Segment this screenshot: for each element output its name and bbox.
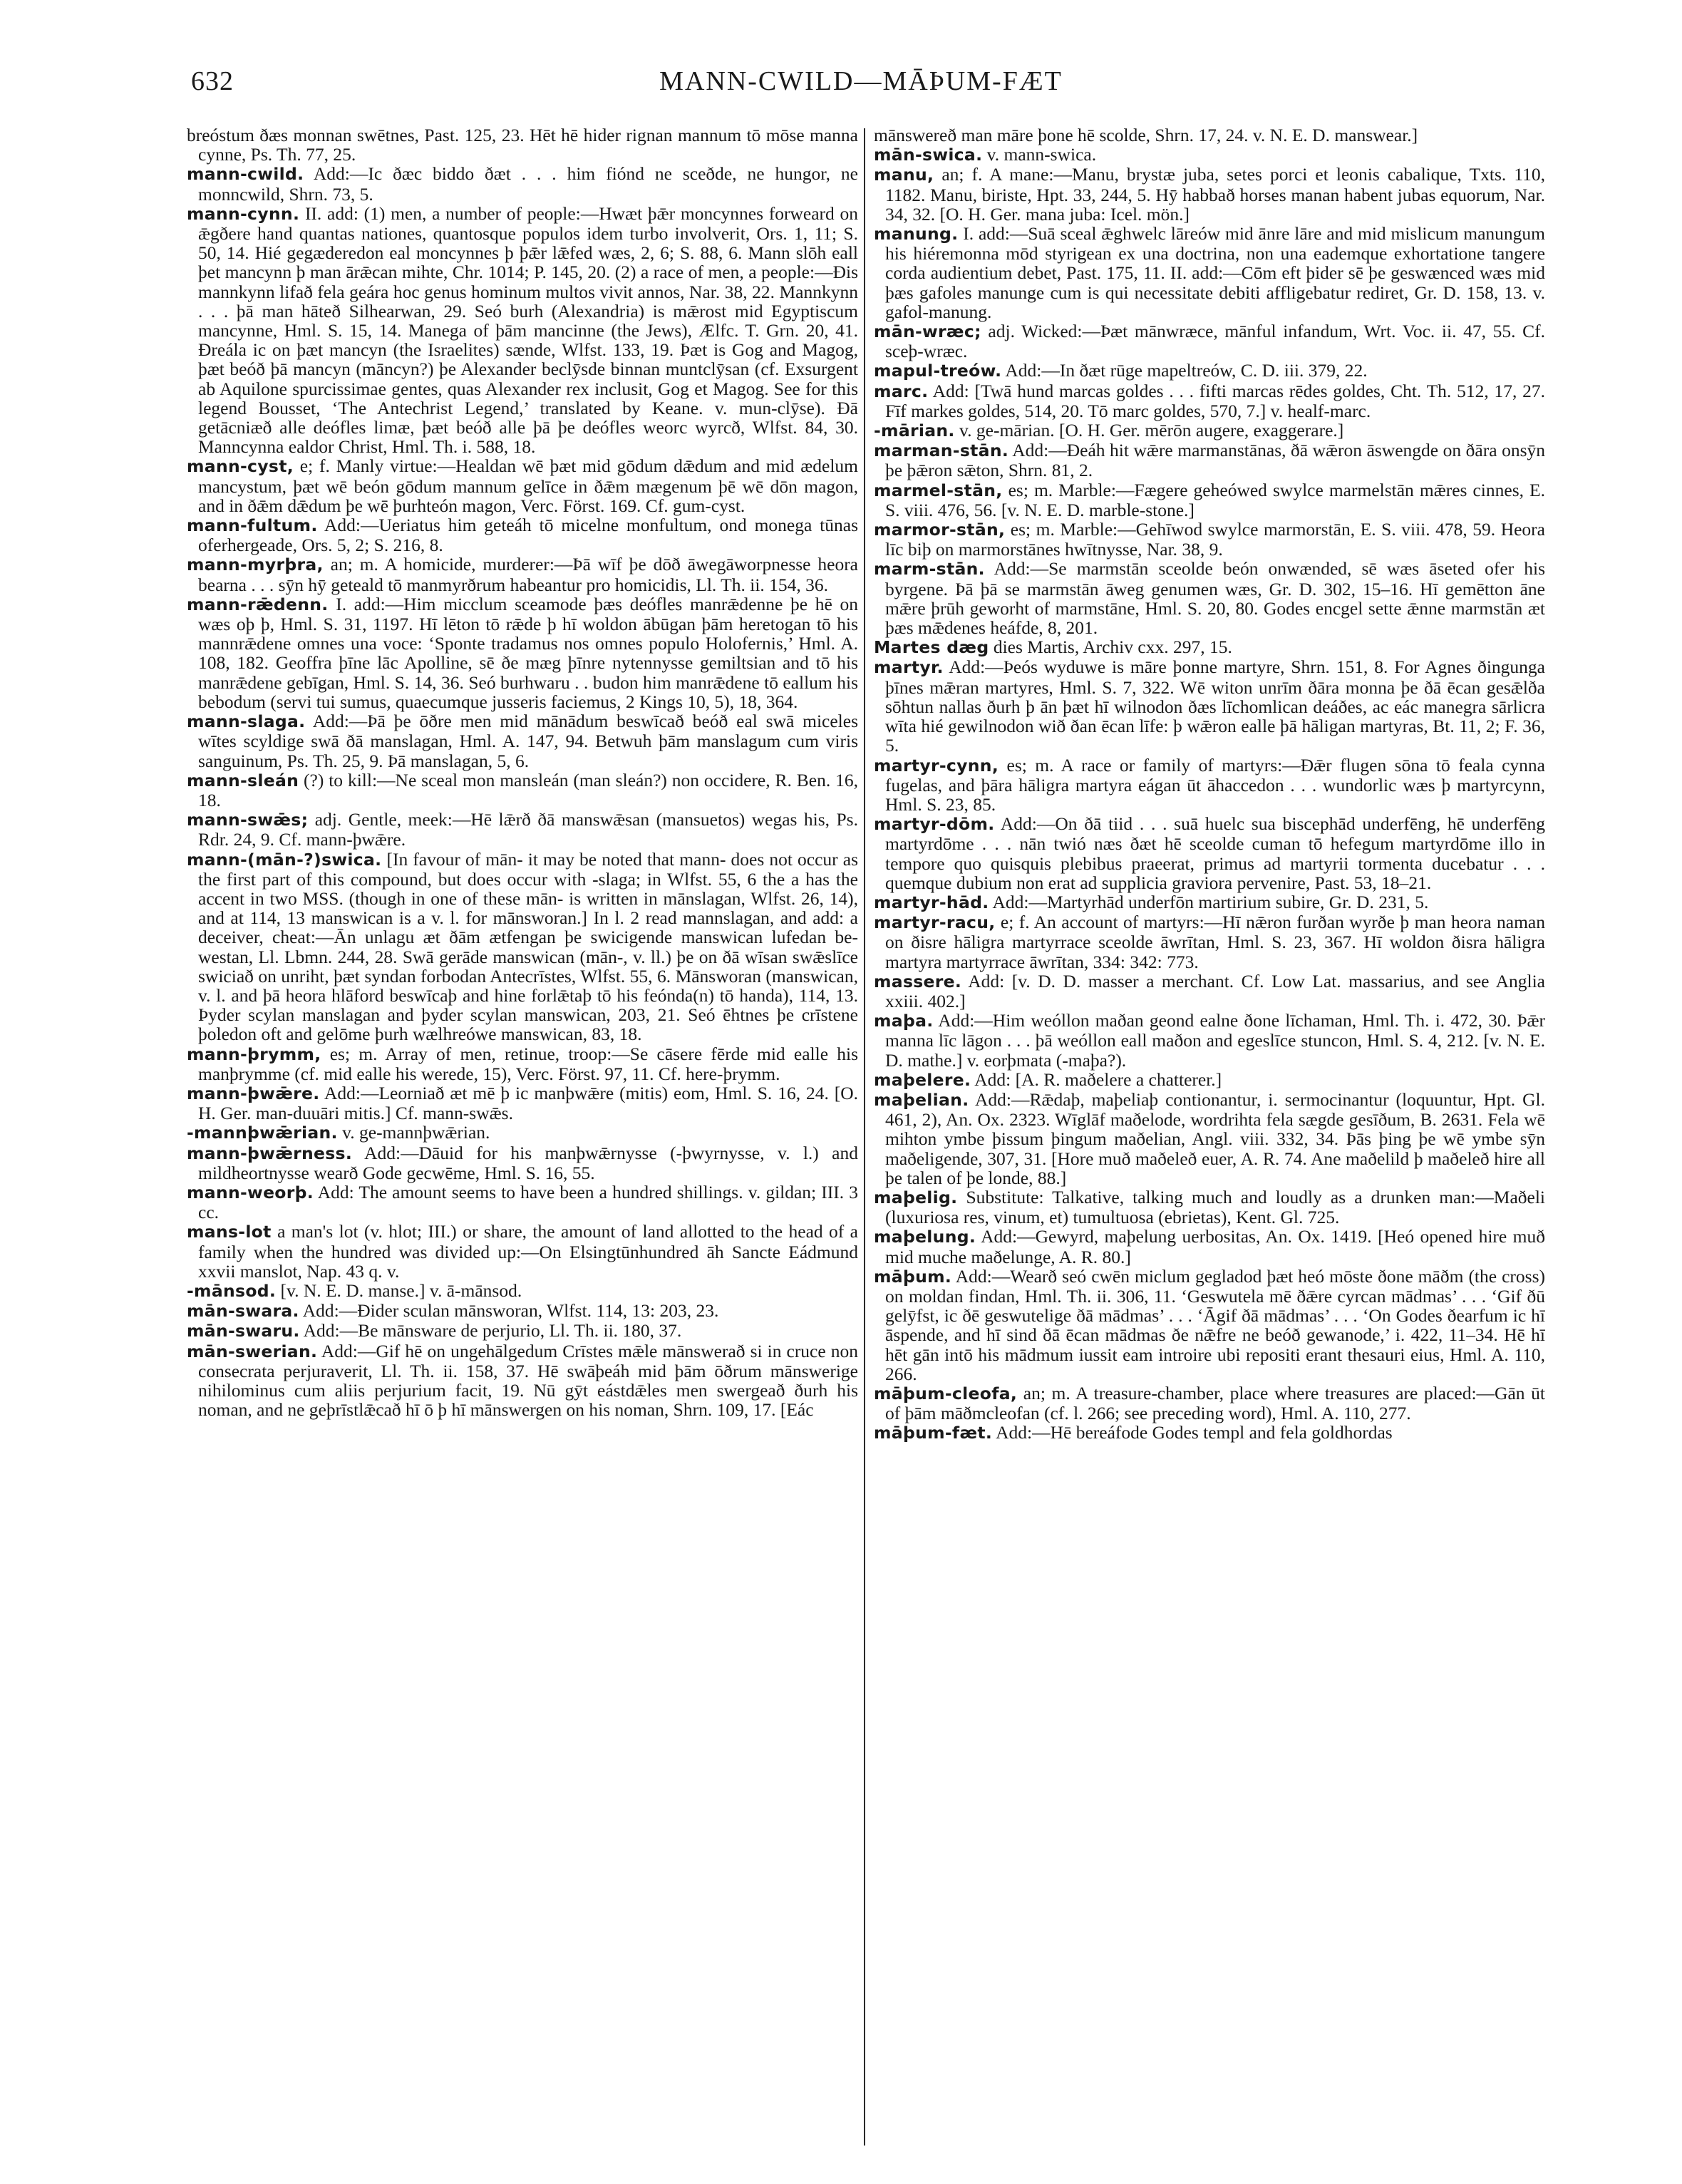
dictionary-entry	[874, 756, 1545, 815]
dictionary-entry	[187, 555, 858, 594]
dictionary-entry	[187, 1083, 858, 1123]
entry-headword: manung.	[874, 224, 959, 244]
dictionary-entry	[187, 1044, 858, 1083]
dictionary-entry	[187, 711, 858, 771]
dictionary-entry	[874, 165, 1545, 224]
dictionary-entry	[874, 1384, 1545, 1423]
left-column	[187, 125, 858, 2150]
entry-text: an; m. A treasure-chamber, place where treasures are placed:—Gān ūt of þām māðmcleofan (cf. l. 266; see preceding word), Hml. A. 110, 277.	[885, 1383, 1545, 1424]
entry-headword: martyr.	[874, 657, 944, 678]
entry-text: es; m. Marble:—Gehīwod swylce marmorstān, E. S. viii. 478, 59. Heora līc biþ on marmorstānes hwītnysse, Nar. 38, 9.	[885, 519, 1545, 560]
dictionary-entry	[874, 892, 1545, 912]
dictionary-entry	[874, 972, 1545, 1011]
running-head: MANN-CWILD—MĀÞUM-FÆT	[659, 66, 1063, 96]
entry-headword: marman-stān.	[874, 441, 1009, 461]
dictionary-entry	[187, 1222, 858, 1281]
entry-text: Add:—Ðeáh hit wǣre marmanstānas, ðā wǣron āswengde on ðāra onsȳn þe þǣron sǣton, Shrn. 81, 2.	[885, 440, 1545, 481]
entry-text: v. ge-mannþwǣrian.	[342, 1122, 490, 1143]
dictionary-entry	[874, 520, 1545, 559]
dictionary-entry	[187, 1321, 858, 1341]
entry-headword: mann-myrþra,	[187, 555, 324, 575]
entry-text: dies Martis, Archiv cxx. 297, 15.	[993, 637, 1232, 658]
entry-headword: mān-swerian.	[187, 1341, 318, 1361]
entry-text: I. add:—Him micclum sceamode þæs deófles manrǣdenne þe hē on wæs oþ þ, Hml. S. 31, 1197. Hī lēton tō rǣde þ hī woldon ābūgan þām heretogan tō his mannrǣdene omnes una voce: ‘Sponte tradamus nos omnes populo Holofernis,’ Hml. A. 108, 182. Geoffra þīne lāc Apolline, sē ðe mæg þīnre nytennysse gemiltsian and tō his manrǣdene gebīgan, Hml. S. 14, 36. Seó burhwaru . . budon him manrǣdene tō eallum his bebodum (servi tui sumus, quaecumque jusseris faciemus, 2 Kings 10, 5), 18, 364.	[198, 593, 858, 712]
dictionary-entry	[187, 164, 858, 203]
entry-text: v. mann-swica.	[986, 144, 1097, 165]
entry-headword: māþum-fæt.	[874, 1423, 993, 1443]
entry-headword: māþum-cleofa,	[874, 1384, 1018, 1403]
entry-text: Add:—Be mānsware de perjurio, Ll. Th. ii. 180, 37.	[303, 1320, 682, 1341]
entry-text: Add:—Þā þe ōðre men mid mānādum beswīcað beóð eal swā miceles wītes scyldige swā ðā manslagan, Hml. A. 147, 94. Betwuh þām manslagum cum viris sanguinum, Ps. Th. 25, 9. Þā manslagan, 5, 6.	[198, 711, 858, 771]
dictionary-entry	[874, 224, 1545, 321]
dictionary-entry	[874, 321, 1545, 361]
entry-text: I. add:—Suā sceal ǣghwelc lāreów mid ānre lāre and mid mislicum manungum his hiéremonna mōd styrigean ex una doctrina, non una eademque exhortatione tangere corda audientium debet, Past. 175, 11. II. add:—Cōm eft þider sē þe geswænced wæs mid þæs gafoles manunge cum is qui necessitate debiti affligebatur rediret, Gr. D. 158, 13. v. gafol-manung.	[885, 223, 1545, 322]
entry-text: Add:—Dāuid for his manþwǣrnysse (-þwyrnysse, v. l.) and mildheortnysse wearð Gode gecwēme, Hml. S. 16, 55.	[198, 1142, 858, 1183]
entry-text: an; m. A homicide, murderer:—Þā wīf þe dōð āwegāworpnesse heora bearna . . . sȳn hȳ geteald tō manmyrðrum habeantur pro homicidis, Ll. Th. ii. 154, 36.	[198, 554, 858, 595]
entry-text: Add:—Martyrhād underfōn martirium subire, Gr. D. 231, 5.	[992, 891, 1429, 912]
entry-headword: mans-lot	[187, 1222, 272, 1242]
dictionary-entry	[874, 1011, 1545, 1070]
dictionary-entry	[187, 515, 858, 555]
entry-headword: Martes dæg	[874, 637, 989, 658]
dictionary-entry	[187, 594, 858, 711]
entry-headword: mann-fultum.	[187, 515, 318, 536]
entry-headword: mān-swara.	[187, 1301, 299, 1322]
dictionary-entry	[874, 1188, 1545, 1227]
entry-headword: maþelian.	[874, 1089, 969, 1110]
entry-text: es; m. Marble:—Fægere geheówed swylce marmelstān mǣres cinnes, E. S. viii. 476, 56. [v. N. E. D. marble-stone.]	[885, 479, 1545, 520]
entry-text: II. add: (1) men, a number of people:—Hwæt þǣr moncynnes forweard on ǣgðere hand quantas nationes, quantosque populos idem turbo involverit, Ors. 1, 11; S. 50, 14. Hié gegæderedon eal moncynnes þ þǣr lǣfed wæs, 2, 6; S. 88, 6. Mann slōh eall þet mancynn þ man ārǣcan mihte, Chr. 1014; P. 145, 20. (2) a race of men, a people:—Ðis mannkynn lifað fela geára hoc genus hominum multos vivit annos, Nar. 38, 22. Mannkynn . . . þā man hāteð Silhearwan, 29. Seó burh (Alexandria) is mǣrost mid Egyptiscum mancynne, Hml. S. 15, 14. Manega of þām mancinne (the Jews), Ælfc. T. Grn. 20, 41. Ðreála ic on þæt mancyn (the Israelites) sænde, Wlfst. 133, 19. Þæt is Gog and Magog, þæt beóð þā mancyn (māncyn?) þe Alexander beclȳsde binnan muntclȳsan (cf. Exsurgent ab Aquilone spurcissimae gentes, quas Alexander rex inclusit, Gog et Magog. See for this legend Bousset, ‘The Antechrist Legend,’ translated by Keane. v. mun-clȳse). Ðā getācniæð alle deófles limæ, þæt beóð alle þā þe deófles weorc wyrcð, Wlfst. 84, 30. Manncynna ealdor Christ, Hml. Th. i. 588, 18.	[198, 202, 858, 458]
entry-text: Add:—Ðider sculan mānsworan, Wlfst. 114, 13: 203, 23.	[302, 1300, 719, 1322]
entry-text: an; f. A mane:—Manu, brystæ juba, setes porci et leonis cabalique, Txts. 110, 1182. Manu, biriste, Hpt. 33, 244, 5. Hȳ habbað horses manan habent jubas equorum, Nar. 34, 32. [O. H. Ger. mana juba: Icel. mön.]	[885, 164, 1545, 225]
entry-text: Add:—Se marmstān sceolde beón onwænded, sē wæs āseted ofer his byrgene. Þā þā se marmstān āweg genumen wæs, Gr. D. 302, 15–16. Hī gemētton āne mǣre þrūh geworht of marmstāne, Hml. S. 20, 80. Godes encgel sette ǣnne marmstān æt þæs mǣdenes heáfde, 8, 201.	[885, 558, 1545, 639]
column-divider	[864, 128, 865, 2146]
entry-text: e; f. An account of martyrs:—Hī nǣron furðan wyrðe þ man heora naman on ðisre hāligra martyrrace sceolde āwrītan, Hml. S. 23, 367. Hī woldon ðisra hāligra martyra martyrrace āwrītan, 334: 342: 773.	[885, 912, 1545, 972]
entry-text: mānswereð man māre þone hē scolde, Shrn. 17, 24. v. N. E. D. manswear.]	[874, 125, 1418, 145]
dictionary-entry	[874, 814, 1545, 892]
dictionary-entry	[874, 441, 1545, 480]
dictionary-entry	[187, 771, 858, 810]
dictionary-entry	[874, 657, 1545, 755]
entry-headword: maþa.	[874, 1011, 934, 1031]
entry-text: adj. Gentle, meek:—Hē lǣrð ðā manswǣsan (mansuetos) wegas his, Ps. Rdr. 24, 9. Cf. mann-þwǣre.	[198, 809, 858, 850]
entry-headword: mān-swaru.	[187, 1321, 300, 1341]
entry-headword: marmel-stān,	[874, 480, 1003, 500]
entry-text: Add:—Rǣdaþ, maþeliaþ contionantur, i. sermocinantur (loquuntur, Hpt. Gl. 461, 2), An. Ox. 2323. Wīglāf maðelode, wordrihta fela sægde gesīðum, B. 2631. Fela wē mihton ymbe þissum þingum maðelian, Angl. viii. 332, 34. Þās þing þe wē ymbe sȳn maðeligende, 307, 31. [Hore muð maðeleð euer, A. R. 74. Ane maðelild þ maðeleð hire all þe talen of þe londe, 88.]	[885, 1088, 1545, 1188]
entry-headword: manu,	[874, 165, 934, 185]
entry-text: Add: [A. R. maðelere a chatterer.]	[974, 1068, 1222, 1090]
dictionary-entry	[187, 1341, 858, 1420]
dictionary-entry	[187, 125, 858, 164]
entry-text: Add:—Gif hē on ungehālgedum Crīstes mǣle mānswerað si in cruce non consecrata perjuraverit, Ll. Th. ii. 158, 37. Hē swāþeáh mid þām ōðrum mānswerige nihilominus cum aliis perjurium facit, 19. Nū gȳt eástdǣles men swergeað ðurh his noman, and ne geþrīstlǣcað hī ō þ hī mānswergen on his noman, Shrn. 109, 17. [Eác	[198, 1340, 858, 1421]
entry-headword: mann-cyst,	[187, 456, 294, 477]
entry-text: Add: The amount seems to have been a hundred shillings. v. gildan; III. 3 cc.	[198, 1181, 858, 1223]
entry-text: [In favour of mān- it may be noted that mann- does not occur as the first part of this compound, but does occur with -slaga; in Wlfst. 55, 6 the a has the accent in two MSS. (though in one of these mān- is written in mānslagan, Wlfst. 26, 14), and at 114, 13 manswican is a v. l. for mānsworan.] In l. 2 read mannslagan, and add: a deceiver, cheat:—Ān unlagu æt ðām ætfengan þe swicigende manswican lufedan be-westan, Ll. Lbmn. 244, 28. Swā gerāde manswican (mān-, v. ll.) þe on ðā wīsan swǣslīce swiciað on unriht, þæt syndan forbodan Antecrīstes, Wlfst. 55, 6. Mānsworan (manswican, v. l. and þā heora hlāford beswīcaþ and hine forlǣtaþ tō his feónda(n) tō handa), 114, 13. Þyder scylan manslagan and þyder scylan manswican, 203, 21. Seó ēhtnes þe crīstene þoledon oft and gelōme þurh wælhreówe manswican, 83, 18.	[198, 848, 858, 1045]
dictionary-entry	[874, 912, 1545, 972]
dictionary-entry	[187, 850, 858, 1044]
entry-headword: mann-(mān-?)swica.	[187, 849, 382, 870]
page-number: 632	[191, 66, 234, 96]
entry-headword: maþelere.	[874, 1069, 971, 1090]
entry-headword: maþelig.	[874, 1187, 958, 1207]
entry-text: (?) to kill:—Ne sceal mon mansleán (man sleán?) non occidere, R. Ben. 16, 18.	[198, 769, 858, 810]
entry-headword: martyr-racu,	[874, 912, 996, 933]
dictionary-entry	[187, 1183, 858, 1222]
entry-text: Add:—On ðā tiid . . . suā huelc sua biscephād underfēng, hē underfēng martyrdōme . . . nān twió næs ðæt hē sceolde cuman tō hefegum martyrdōme illo in tempore quo quisquis plebibus praeerat, primus ad martyrii tormenta ducebatur . . . quemque dubium non erat ad supplicia graviora pervenire, Past. 53, 18–21.	[885, 813, 1545, 893]
entry-headword: mann-þrymm,	[187, 1044, 321, 1064]
entry-headword: marm-stān.	[874, 559, 985, 580]
entry-headword: martyr-hād.	[874, 892, 989, 912]
dictionary-entry	[187, 1123, 858, 1143]
entry-text: [v. N. E. D. manse.] v. ā-mānsod.	[280, 1279, 522, 1301]
entry-headword: mann-þwǣre.	[187, 1083, 320, 1103]
page-header	[191, 66, 1531, 108]
entry-text: a man's lot (v. hlot; III.) or share, the amount of land allotted to the head of a family when the hundred was divided up:—On Elsingtūnhundred āh Sancte Eádmund xxvii manslot, Nap. 43 q. v.	[198, 1221, 858, 1282]
entry-headword: -mannþwǣrian.	[187, 1123, 338, 1143]
dictionary-entry	[874, 480, 1545, 520]
entry-headword: mapul-treów.	[874, 361, 1002, 381]
dictionary-entry	[874, 381, 1545, 421]
entry-headword: mān-wræc;	[874, 321, 981, 342]
entry-text: Add: [Twā hund marcas goldes . . . fifti marcas rēdes goldes, Cht. Th. 512, 17, 27. Fīf markes goldes, 514, 20. Tō marc goldes, 570, 7.] v. healf-marc.	[885, 380, 1545, 421]
entry-text: Substitute: Talkative, talking much and loudly as a drunken man:—Maðeli (luxuriosa res, vinum, et) tumultuosa (ebrietas), Kent. Gl. 725.	[885, 1186, 1545, 1228]
dictionary-entry	[874, 125, 1545, 145]
dictionary-entry	[187, 1301, 858, 1321]
entry-text: Add:—In ðæt rūge mapeltreów, C. D. iii. 379, 22.	[1005, 360, 1368, 381]
entry-headword: māþum.	[874, 1266, 952, 1287]
entry-headword: mann-sleán	[187, 770, 299, 790]
entry-text: Add:—Hē bereáfode Godes templ and fela goldhordas	[996, 1422, 1393, 1443]
dictionary-entry	[187, 204, 858, 457]
dictionary-entry	[187, 1281, 858, 1301]
entry-headword: -mānsod.	[187, 1280, 277, 1301]
entry-text: Add:—Wearð seó cwēn miclum gegladod þæt heó mōste ðone māðm (the cross) on moldan findan, Hml. Th. ii. 306, 11. ‘Geswutela mē ðǣre cyrcan mādmas’ . . . ‘Gif ðū gelȳfst, ic ðē geswutelige ðā mādmas’ . . . ‘Āgif ðā mādmas’ . . . ‘On Godes ðearfum ic hī āspende, and hī sind ðā ēcan mādmas ðe nǣfre ne beóð gewanode,’ i. 422, 11–34. Hē hī hēt gān intō his mādmum iussit eam introire ubi repositi erant thesauri eius, Hml. A. 110, 266.	[885, 1265, 1545, 1384]
entry-headword: -mārian.	[874, 421, 955, 441]
entry-headword: marc.	[874, 381, 929, 401]
entry-text: Add:—Leorniað æt mē þ ic manþwǣre (mitis) eom, Hml. S. 16, 24. [O. H. Ger. man-duuāri mitis.] Cf. mann-swǣs.	[198, 1082, 858, 1124]
dictionary-entry	[187, 1143, 858, 1183]
dictionary-entry	[874, 1227, 1545, 1266]
entry-text: es; m. A race or family of martyrs:—Ðǣr flugen sōna tō feala cynna fugelas, and þāra hāligra martyra eágan ūt āhaccedon . . . wundorlic wæs þ martyrcynn, Hml. S. 23, 85.	[885, 754, 1545, 815]
entry-text: Add:—Þeós wyduwe is māre þonne martyre, Shrn. 151, 8. For Agnes ðingunga þīnes mǣran martyres, Hml. S. 7, 322. Wē witon unrīm ðāra monna þe ðā ēcan gesǣlða sōhtun nallas ðurh þ ān þæt hī wilnodon ðæs līchomlican deáðes, ac eác manegra sārlicra wīta hié gewilnodon wið ðan ēcan līfe: þ wǣron ealle þā hāligan martyras, Bt. 11, 2; F. 36, 5.	[885, 656, 1545, 756]
entry-headword: martyr-dōm.	[874, 814, 995, 835]
entry-headword: mann-þwǣrness.	[187, 1143, 353, 1163]
dictionary-entry	[874, 1267, 1545, 1384]
dictionary-entry	[187, 810, 858, 849]
entry-text: es; m. Array of men, retinue, troop:—Se cāsere fērde mid ealle his manþrymme (cf. mid ealle his werede, 15), Verc. Först. 97, 11. Cf. here-þrymm.	[198, 1043, 858, 1084]
entry-text: adj. Wicked:—Þæt mānwræce, mānful infandum, Wrt. Voc. ii. 47, 55. Cf. sceþ-wræc.	[885, 321, 1545, 362]
dictionary-entry	[187, 456, 858, 515]
dictionary-entry	[874, 1423, 1545, 1443]
entry-headword: mann-rǣdenn.	[187, 594, 329, 614]
entry-text: Add:—Ic ðæc biddo ðæt . . . him fiónd ne sceðde, ne hungor, ne monncwild, Shrn. 73, 5.	[198, 163, 858, 205]
dictionary-entry	[874, 637, 1545, 657]
entry-headword: mann-cwild.	[187, 164, 304, 185]
entry-headword: mann-weorþ.	[187, 1182, 314, 1202]
dictionary-entry	[874, 361, 1545, 381]
entry-headword: mann-swǣs;	[187, 810, 309, 830]
entry-text: e; f. Manly virtue:—Healdan wē þæt mid gōdum dǣdum and mid ædelum mancystum, þæt wē beón gōdum mannum gelīce in ðǣm mægenum þē wē dōn magon, and in ðǣm dǣdum þe wē þurhteón magon, Verc. Först. 169. Cf. gum-cyst.	[198, 455, 858, 516]
dictionary-entry	[874, 559, 1545, 637]
entry-text: v. ge-mārian. [O. H. Ger. mērōn augere, exaggerare.]	[959, 420, 1344, 441]
entry-text: Add:—Gewyrd, maþelung uerbositas, An. Ox. 1419. [Heó opened hire muð mid muche maðelunge, A. R. 80.]	[885, 1226, 1545, 1267]
entry-headword: massere.	[874, 971, 962, 991]
dictionary-entry	[874, 145, 1545, 165]
entry-text: Add: [v. D. D. masser a merchant. Cf. Low Lat. massarius, and see Anglia xxiii. 402.]	[885, 970, 1545, 1011]
entry-headword: mann-slaga.	[187, 711, 306, 732]
entry-headword: mān-swica.	[874, 145, 983, 165]
entry-headword: martyr-cynn,	[874, 755, 999, 776]
entry-text: Add:—Him weóllon maðan geond ealne ðone līchaman, Hml. Th. i. 472, 30. Þǣr manna līc lāgon . . . þā weóllon eall maðon and egeslīce stuncon, Hml. S. 4, 212. [v. N. E. D. mathe.] v. eorþmata (-maþa?).	[885, 1010, 1545, 1071]
right-column	[874, 125, 1545, 2150]
dictionary-entry	[874, 421, 1545, 441]
entry-headword: mann-cynn.	[187, 203, 300, 224]
dictionary-entry	[874, 1090, 1545, 1188]
dictionary-entry	[874, 1070, 1545, 1090]
entry-text: breóstum ðæs monnan swētnes, Past. 125, 23. Hēt hē hider rignan mannum tō mōse manna cynne, Ps. Th. 77, 25.	[187, 125, 858, 165]
entry-text: Add:—Ueriatus him geteáh tō micelne monfultum, ond monega tūnas oferhergeade, Ors. 5, 2; S. 216, 8.	[198, 515, 858, 556]
entry-headword: marmor-stān,	[874, 520, 1006, 540]
entry-headword: maþelung.	[874, 1227, 976, 1247]
